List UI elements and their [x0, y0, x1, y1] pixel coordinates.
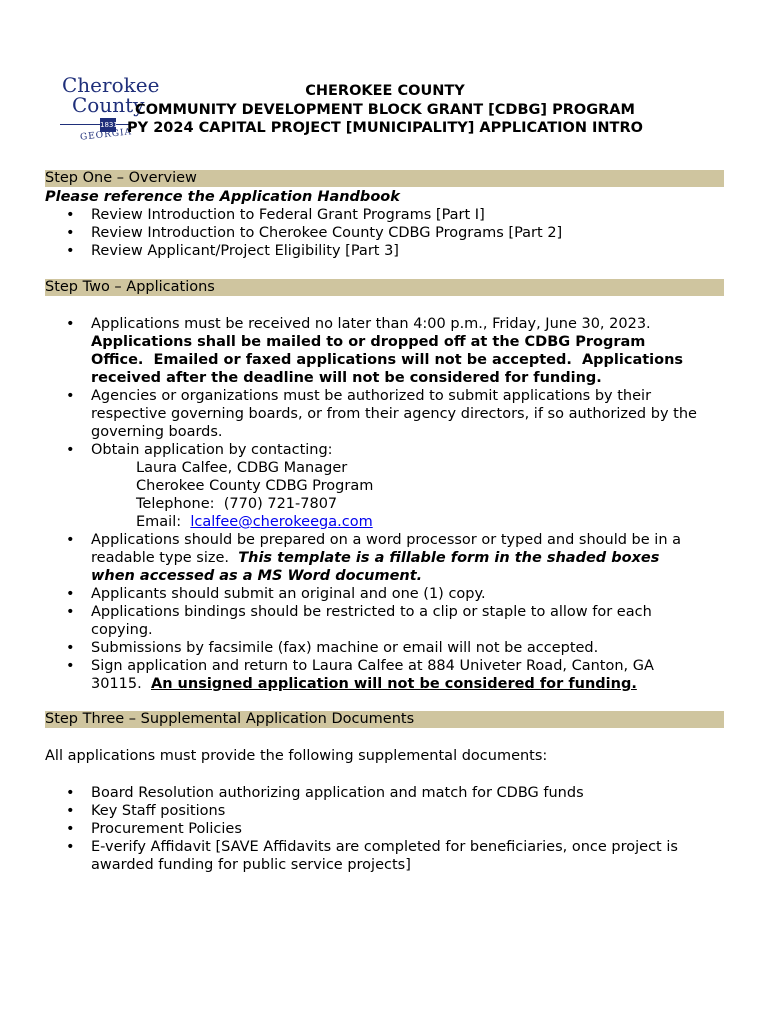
bullet-icon: •: [66, 640, 75, 656]
document-header: [92, 82, 678, 138]
bullet-icon: •: [66, 586, 75, 602]
step-three-item: Key Staff positions: [91, 803, 226, 819]
step-one-heading: Step One – Overview: [45, 170, 197, 186]
step-three-item: Board Resolution authorizing application and match for CDBG funds: [91, 785, 584, 801]
step-three-intro: All applications must provide the following supplemental documents:: [45, 748, 548, 764]
step-one-item: Review Introduction to Cherokee County CDBG Programs [Part 2]: [91, 225, 563, 241]
bullet-icon: •: [66, 316, 75, 332]
logo-text-georgia: GEORGIA: [79, 127, 133, 143]
bullet-icon: •: [66, 658, 75, 674]
fillable-form-note-2: when accessed as a MS Word document.: [91, 568, 423, 584]
bullet-icon: •: [66, 442, 75, 458]
step-one-item: Review Introduction to Federal Grant Programs [Part I]: [91, 207, 485, 223]
bullet-icon: •: [66, 604, 75, 620]
fax-text: Submissions by facsimile (fax) machine or email will not be accepted.: [91, 640, 599, 656]
step-three-item-cont: awarded funding for public service projects]: [91, 857, 411, 873]
step-two-heading-bar: [45, 279, 724, 296]
bullet-icon: •: [66, 839, 75, 855]
logo-text-cherokee: Cherokee: [62, 73, 160, 97]
sign-text-2: [91, 675, 637, 693]
bindings-text-1: Applications bindings should be restricted to a clip or staple to allow for each: [91, 604, 652, 620]
contact-email-link[interactable]: lcalfee@cherokeega.com: [190, 514, 373, 530]
unsigned-warning: An unsigned application will not be considered for funding.: [150, 676, 637, 692]
header-line-2: COMMUNITY DEVELOPMENT BLOCK GRANT [CDBG] PROGRAM: [135, 101, 635, 118]
step-two-heading: Step Two – Applications: [45, 279, 215, 295]
bullet-icon: •: [66, 225, 75, 241]
contact-org: Cherokee County CDBG Program: [136, 478, 374, 494]
deadline-text: Applications must be received no later than 4:00 p.m., Friday, June 30, 2023.: [91, 316, 651, 332]
step-three-item: Procurement Policies: [91, 821, 242, 837]
format-text-1: Applications should be prepared on a word processor or typed and should be in a: [91, 532, 682, 548]
format-text-2a: readable type size.: [91, 550, 239, 566]
contact-email-row: [136, 513, 373, 531]
zip-code: 30115.: [91, 676, 151, 692]
authorization-text-2: respective governing boards, or from their agency directors, if so authorized by the: [91, 406, 697, 422]
header-line-1: CHEROKEE COUNTY: [305, 83, 465, 99]
bullet-icon: •: [66, 803, 75, 819]
logo-text-county: County: [72, 93, 145, 117]
step-three-item: E-verify Affidavit [SAVE Affidavits are completed for beneficiaries, once project is: [91, 839, 678, 855]
contact-phone: Telephone: (770) 721-7807: [136, 496, 338, 512]
format-text-2: [91, 549, 659, 567]
step-three-heading-bar: [45, 711, 724, 728]
bullet-icon: •: [66, 243, 75, 259]
bindings-text-2: copying.: [91, 622, 153, 638]
obtain-application-text: Obtain application by contacting:: [91, 442, 333, 458]
deadline-bold-1: Applications shall be mailed to or dropped off at the CDBG Program: [91, 334, 646, 350]
authorization-text-1: Agencies or organizations must be authorized to submit applications by their: [91, 388, 652, 404]
bullet-icon: •: [66, 785, 75, 801]
fillable-form-note: This template is a fillable form in the shaded boxes: [238, 550, 660, 566]
header-line-3: PY 2024 CAPITAL PROJECT [MUNICIPALITY] APPLICATION INTRO: [127, 120, 643, 136]
sign-text-1: Sign application and return to Laura Calfee at 884 Univeter Road, Canton, GA: [91, 658, 654, 674]
step-one-subheading: Please reference the Application Handbook: [45, 189, 400, 205]
copies-text: Applicants should submit an original and one (1) copy.: [91, 586, 486, 602]
logo-seal: 1831: [100, 118, 116, 132]
deadline-bold-2: Office. Emailed or faxed applications will not be accepted. Applications: [91, 352, 684, 368]
bullet-icon: •: [66, 388, 75, 404]
bullet-icon: •: [66, 207, 75, 223]
authorization-text-3: governing boards.: [91, 424, 223, 440]
bullet-icon: •: [66, 821, 75, 837]
bullet-icon: •: [66, 532, 75, 548]
step-three-heading: Step Three – Supplemental Application Documents: [45, 711, 415, 727]
step-one-item: Review Applicant/Project Eligibility [Part 3]: [91, 243, 399, 259]
step-one-heading-bar: [45, 170, 724, 187]
contact-name: Laura Calfee, CDBG Manager: [136, 460, 348, 476]
contact-email-label: Email:: [136, 514, 191, 530]
deadline-bold-3: received after the deadline will not be considered for funding.: [91, 370, 602, 386]
